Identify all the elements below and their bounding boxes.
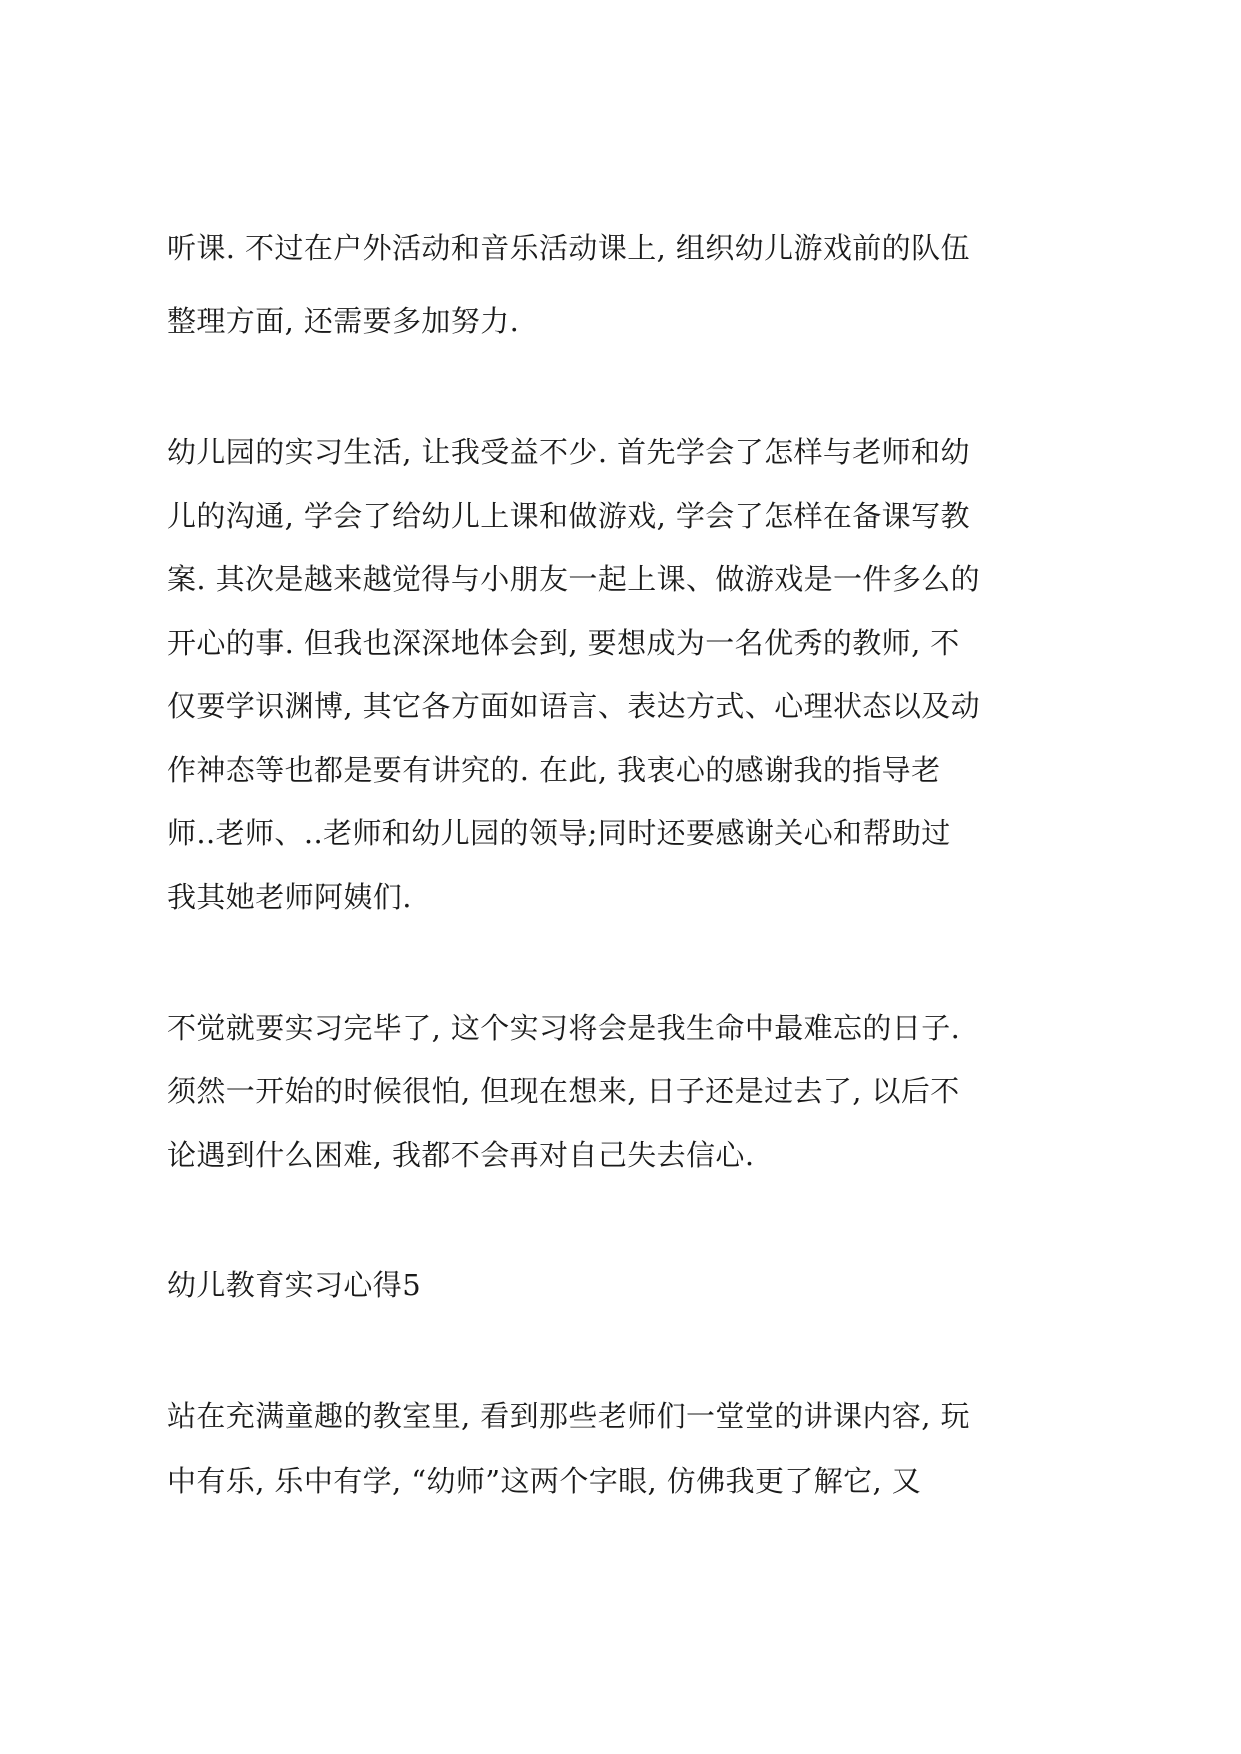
paragraph-2-line-5: 仅要学识渊博, 其它各方面如语言、表达方式、心理状态以及动	[167, 689, 981, 723]
paragraph-2-line-7: 师..老师、..老师和幼儿园的领导;同时还要感谢关心和帮助过	[167, 816, 951, 850]
paragraph-3-line-1: 不觉就要实习完毕了, 这个实习将会是我生命中最难忘的日子.	[167, 1011, 961, 1045]
paragraph-3-line-3: 论遇到什么困难, 我都不会再对自己失去信心.	[167, 1138, 755, 1172]
paragraph-5-line-2: 中有乐, 乐中有学, “幼师”这两个字眼, 仿佛我更了解它, 又	[167, 1464, 922, 1498]
paragraph-3-line-2: 须然一开始的时候很怕, 但现在想来, 日子还是过去了, 以后不	[167, 1074, 960, 1108]
paragraph-2-line-6: 作神态等也都是要有讲究的. 在此, 我衷心的感谢我的指导老	[167, 753, 941, 787]
paragraph-2-line-2: 儿的沟通, 学会了给幼儿上课和做游戏, 学会了怎样在备课写教	[167, 499, 970, 533]
section-heading: 幼儿教育实习心得5	[167, 1268, 422, 1302]
paragraph-2-line-3: 案. 其次是越来越觉得与小朋友一起上课、做游戏是一件多么的	[167, 562, 981, 596]
paragraph-5-line-1: 站在充满童趣的教室里, 看到那些老师们一堂堂的讲课内容, 玩	[167, 1399, 970, 1433]
paragraph-2-line-8: 我其她老师阿姨们.	[167, 880, 412, 914]
paragraph-1-line-2: 整理方面, 还需要多加努力.	[167, 304, 520, 338]
paragraph-1-line-1: 听课. 不过在户外活动和音乐活动课上, 组织幼儿游戏前的队伍	[167, 231, 970, 265]
paragraph-2-line-1: 幼儿园的实习生活, 让我受益不少. 首先学会了怎样与老师和幼	[167, 435, 970, 469]
paragraph-2-line-4: 开心的事. 但我也深深地体会到, 要想成为一名优秀的教师, 不	[167, 626, 960, 660]
